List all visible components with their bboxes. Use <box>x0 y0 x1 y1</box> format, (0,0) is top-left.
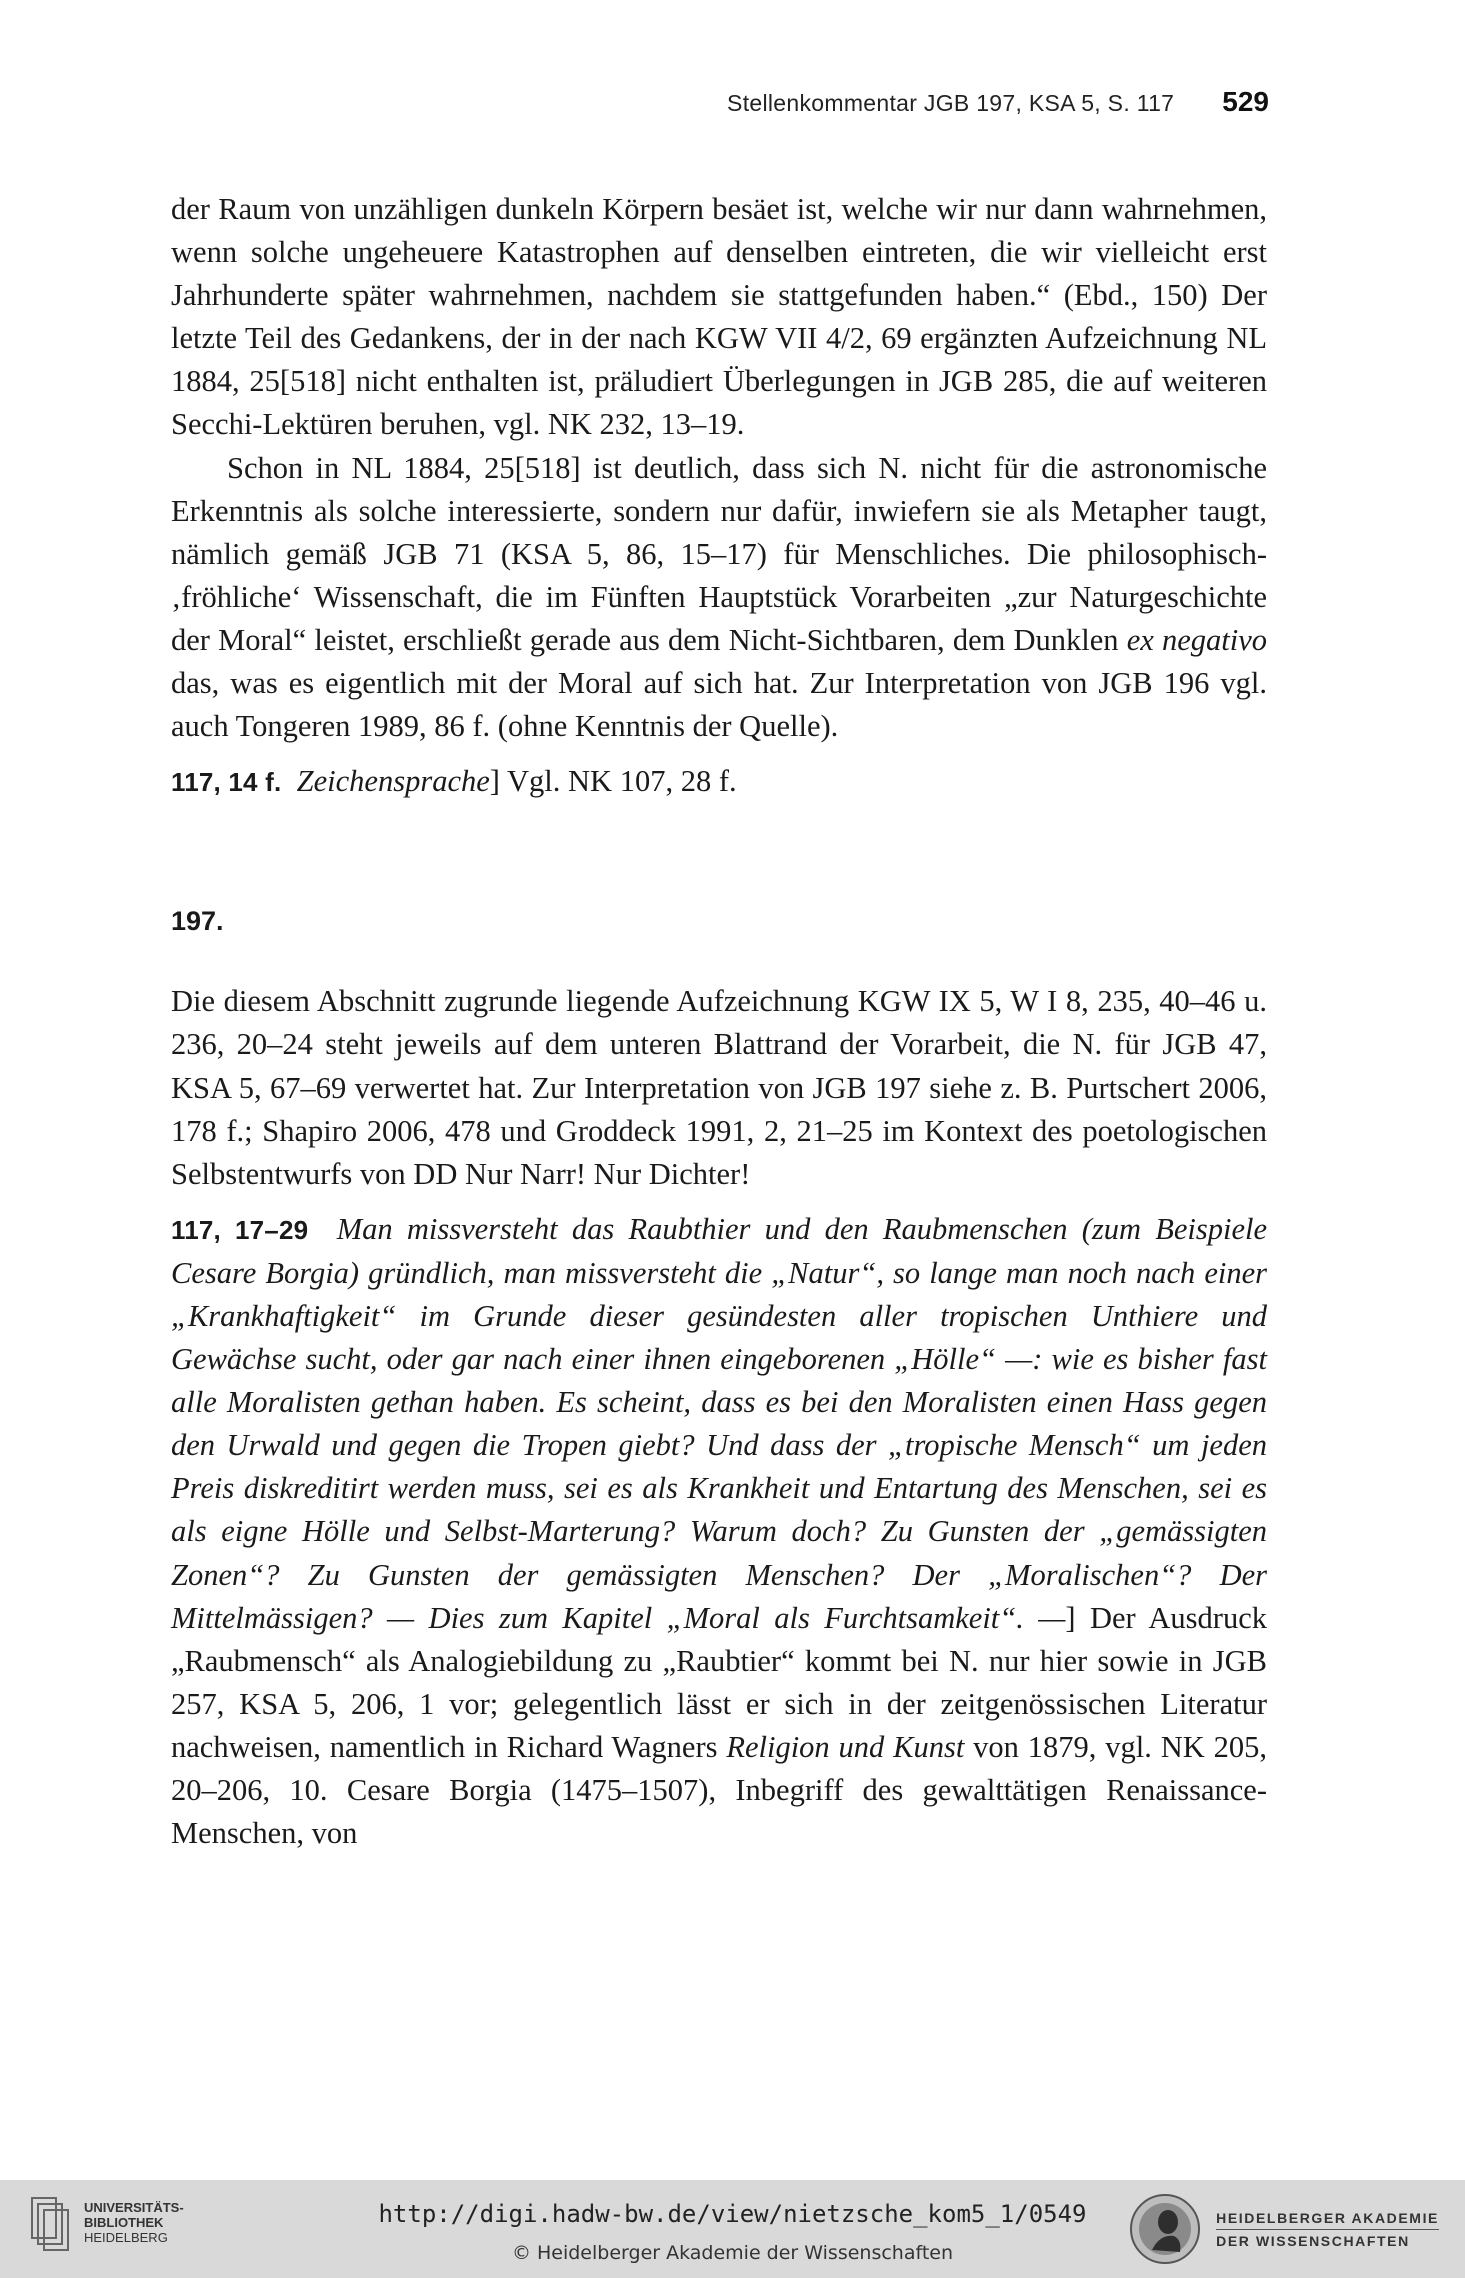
lemma-reference-2: 117, 17–29 <box>171 1214 309 1245</box>
source-url-link[interactable]: http://digi.hadw-bw.de/view/nietzsche_kom5_1/0549 <box>378 2200 1087 2228</box>
lemma-2-work-title: Religion und Kunst <box>726 1729 965 1764</box>
academy-name <box>1216 2209 1439 2250</box>
paragraph-2 <box>171 447 1267 749</box>
academy-divider <box>1216 2229 1439 2230</box>
paragraph-2-text-a: Schon in NL 1884, 25[518] ist deutlich, dass sich N. nicht für die astronomische Erkenntnis als solche interessierte, sondern nur dafür, inwiefern sie als Metapher taugt, nämlich gemäß JGB 71 (KSA 5, 86, 15–17) für Menschliches. Die philosophisch-‚fröhliche‘ Wissenschaft, die im Fünften Hauptstück Vorarbeiten „zur Naturgeschichte der Moral“ leistet, erschließt gerade aus dem Nicht-Sichtbaren, dem Dunklen <box>171 450 1267 657</box>
lemma-entry-2 <box>171 1208 1267 1855</box>
running-head <box>727 86 1269 118</box>
lemma-entry-1 <box>171 760 1267 804</box>
section-number: 197. <box>171 906 224 937</box>
paragraph-1: der Raum von unzähligen dunkeln Körpern besäet ist, welche wir nur dann wahrnehmen, wenn solche ungeheuere Katastrophen auf denselben eintreten, die wir vielleicht erst Jahrhunderte später wahrnehmen, nachdem sie stattgefunden haben.“ (Ebd., 150) Der letzte Teil des Gedankens, der in der nach KGW VII 4/2, 69 ergänzten Aufzeichnung NL 1884, 25[518] nicht enthalten ist, präludiert Überlegungen in JGB 285, die auf weiteren Secchi-Lektüren beruhen, vgl. NK 232, 13–19. <box>171 192 1267 442</box>
paragraph-2-italic: ex negativo <box>1126 622 1267 657</box>
lemma-2-comment-a: ] Der Ausdruck „Raubmensch“ als Analogiebildung zu „Raubtier“ kommt bei N. nur hier sowie in JGB 257, KSA 5, 206, 1 vor; gelegentlich lässt er sich in der zeitgenössischen Literatur nachweisen, namentlich in Richard Wagners <box>171 1600 1267 1764</box>
academy-seal-icon <box>1128 2192 1202 2266</box>
hadw-logo[interactable] <box>1128 2192 1439 2266</box>
lemma-1-lemma: Zeichensprache <box>296 764 490 799</box>
lemma-2-comment-b: von 1879, vgl. NK 205, 20–206, 10. Cesare Borgia (1475–1507), Inbegriff des gewalttätigen Renaissance-Menschen, von <box>171 1729 1267 1851</box>
page-number: 529 <box>1222 86 1269 117</box>
paragraph-3: Die diesem Abschnitt zugrunde liegende Aufzeichnung KGW IX 5, W I 8, 235, 40–46 u. 236, 20–24 steht jeweils auf dem unteren Blattrand der Vorarbeit, die N. für JGB 47, KSA 5, 67–69 verwertet hat. Zur Interpretation von JGB 197 siehe z. B. Purtschert 2006, 178 f.; Shapiro 2006, 478 und Groddeck 1991, 2, 21–25 im Kontext des poetologischen Selbstentwurfs von DD Nur Narr! Nur Dichter! <box>171 984 1267 1191</box>
body-text <box>171 188 1267 1855</box>
footer-bar <box>0 2180 1465 2278</box>
running-title: Stellenkommentar JGB 197, KSA 5, S. 117 <box>727 90 1175 116</box>
paragraph-2-text-b: das, was es eigentlich mit der Moral auf sich hat. Zur Interpretation von JGB 196 vgl. auch Tongeren 1989, 86 f. (ohne Kenntnis der Quelle). <box>171 666 1267 744</box>
lemma-1-comment: ] Vgl. NK 107, 28 f. <box>489 764 737 799</box>
ub-line-3: HEIDELBERG <box>84 2229 168 2245</box>
copyright-notice: © Heidelberger Akademie der Wissenschaften <box>511 2242 954 2264</box>
lemma-2-lemma: Man missversteht das Raubthier und den Raubmenschen (zum Beispiele Cesare Borgia) gründlich, man missversteht die „Natur“, so lange man noch nach einer „Krankhaftigkeit“ im Grunde dieser gesündesten aller tropischen Unthiere und Gewächse sucht, oder gar nach einer ihnen eingeborenen „Hölle“ —: wie es bisher fast alle Moralisten gethan haben. Es scheint, dass es bei den Moralisten einen Hass gegen den Urwald und gegen die Tropen giebt? Und dass der „tropische Mensch“ um jeden Preis diskreditirt werden muss, sei es als Krankheit und Entartung des Menschen, sei es als eigne Hölle und Selbst-Marterung? Warum doch? Zu Gunsten der „gemässigten Zonen“? Zu Gunsten der gemässigten Menschen? Der „Moralischen“? Der Mittelmässigen? — Dies zum Kapitel „Moral als Furchtsamkeit“. — <box>171 1211 1268 1635</box>
ub-line-2: BIBLIOTHEK <box>84 2214 164 2230</box>
ub-line-1: UNIVERSITÄTS- <box>84 2199 184 2215</box>
academy-line-2: DER WISSENSCHAFTEN <box>1216 2232 1410 2249</box>
lemma-reference-1: 117, 14 f. <box>171 767 282 798</box>
academy-line-1: HEIDELBERGER AKADEMIE <box>1216 2209 1439 2226</box>
